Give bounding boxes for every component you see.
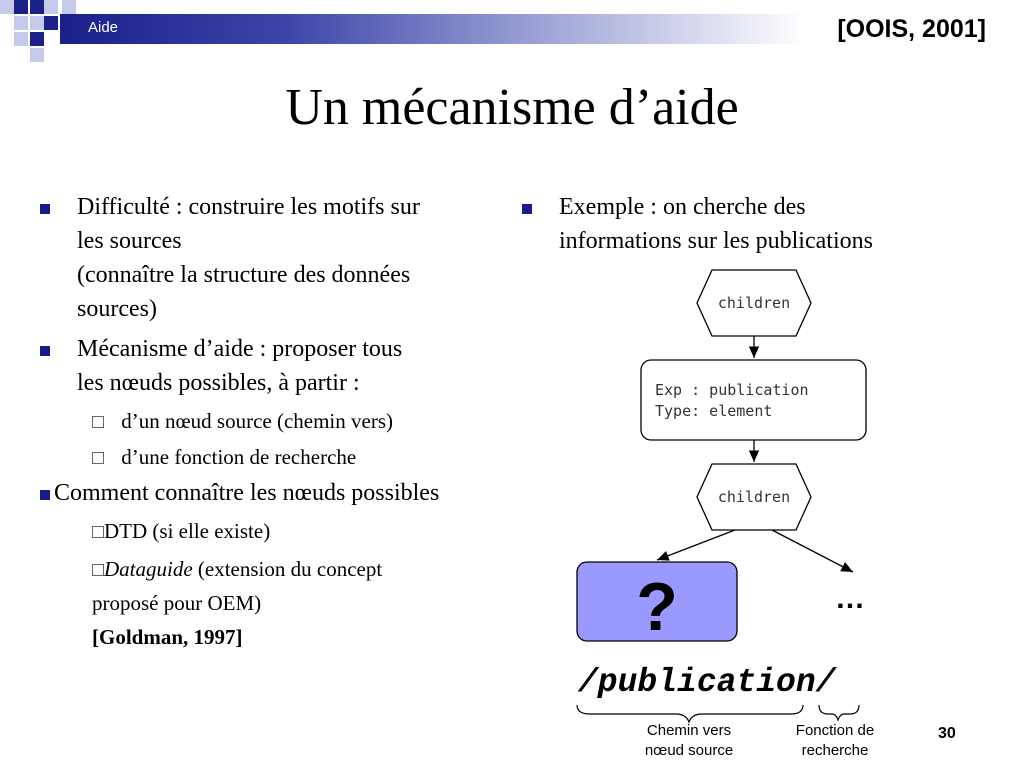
brace-right — [819, 705, 859, 720]
sub-item: d’un nœud source (chemin vers) — [40, 404, 510, 438]
sub-item: d’une fonction de recherche — [40, 440, 510, 474]
reference: [Goldman, 1997] — [92, 625, 243, 649]
slide-title: Un mécanisme d’aide — [285, 79, 739, 136]
sub-item-dtd: DTD (si elle existe) — [40, 514, 510, 548]
slide-number: 30 — [938, 725, 956, 742]
bullet-comment: Comment connaître les nœuds possibles — [40, 476, 510, 510]
bullet-mecanisme: Mécanisme d’aide : proposer tous les nœuds possibles, à partir : — [40, 332, 510, 400]
children-label-top: children — [717, 294, 791, 312]
bullet-exemple: Exemple : on cherche des informations sur les publications — [522, 190, 992, 258]
type-label: Type: element — [655, 402, 773, 420]
children-label-bottom: children — [717, 488, 791, 506]
ellipsis: … — [835, 582, 865, 615]
exp-label: Exp : publication — [655, 381, 809, 399]
arrow-right — [772, 530, 853, 572]
caption-source-node: Chemin vers nœud source — [644, 722, 734, 759]
arrow-left — [657, 530, 735, 560]
publication-path: /publication/ — [578, 664, 836, 701]
exp-type-node — [641, 360, 866, 440]
citation: [OOIS, 2001] — [837, 15, 986, 43]
bullet-difficulty: Difficulté : construire les motifs sur les sources (connaître la structure des données sources) — [40, 190, 510, 326]
brace-left — [577, 705, 803, 722]
question-mark: ? — [636, 569, 678, 645]
sub-item-dataguide: Dataguide (extension du concept proposé pour OEM) [Goldman, 1997] — [40, 552, 510, 654]
section-label: Aide — [88, 19, 119, 36]
caption-search-function: Fonction de recherche — [795, 722, 875, 759]
